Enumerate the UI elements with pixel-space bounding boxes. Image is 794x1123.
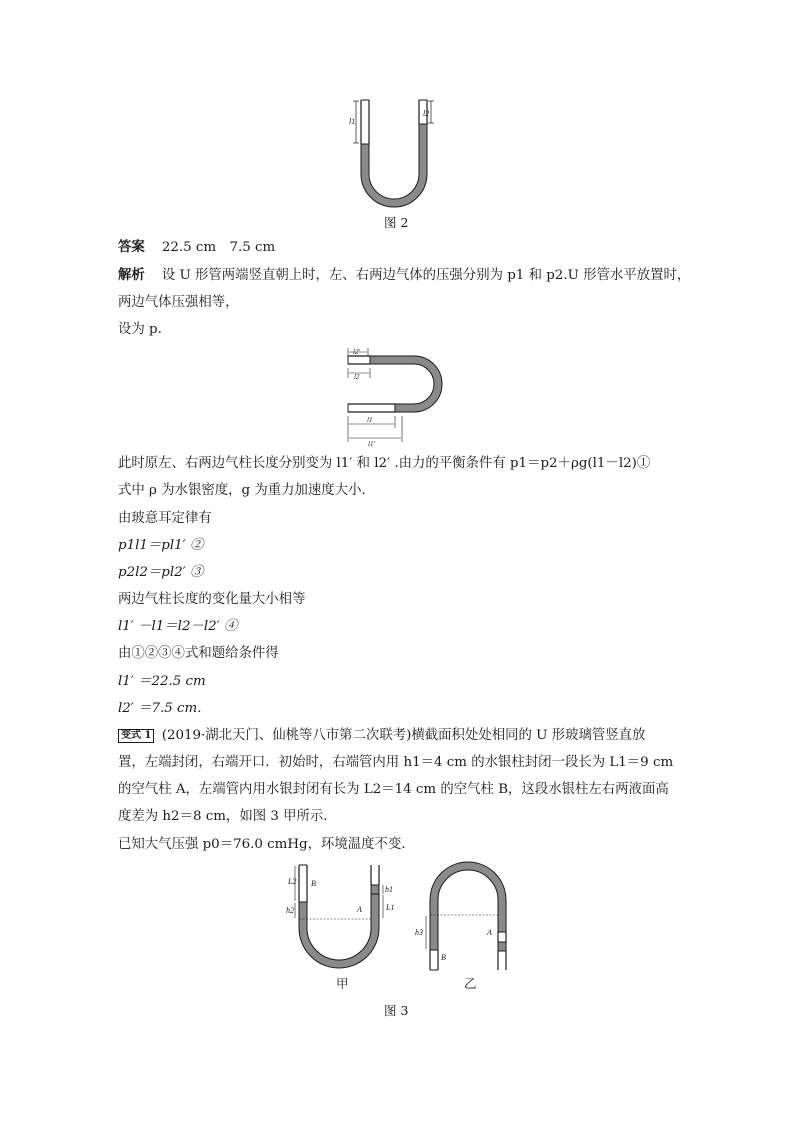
variant-text-1: (2019·湖北天门、仙桃等八市第二次联考)横截面积处处相同的 U 形玻璃管竖直放 xyxy=(161,728,646,743)
derivation-line-4: 两边气柱长度的变化量大小相等 xyxy=(118,592,306,607)
analysis-text-1: 设 U 形管两端竖直朝上时，左、右两边气体的压强分别为 p1 和 p2.U 形管水平放置时， xyxy=(161,268,691,283)
result-1: l1′ ＝22.5 cm xyxy=(118,674,206,689)
answer-label: 答案 xyxy=(118,239,145,255)
derivation-line-5: 由①②③④式和题给条件得 xyxy=(118,646,279,661)
variant-line-2: 置，左端封闭，右端开口．初始时，右端管内用 h1＝4 cm 的水银柱封闭一段长为 L1＝9 cm xyxy=(118,755,674,770)
label-l1-inset: l1 xyxy=(367,416,373,424)
variant-line-4: 度差为 h2＝8 cm，如图 3 甲所示． xyxy=(118,809,337,824)
label-h3: h3 xyxy=(415,928,423,937)
label-l2-prime: l2′ xyxy=(353,348,360,356)
label-l1: l1 xyxy=(349,117,356,126)
label-B-yi: B xyxy=(441,953,446,962)
label-h2: h2 xyxy=(286,906,294,915)
figure-3-caption: 图 3 xyxy=(384,1003,409,1018)
subfigure-yi-label: 乙 xyxy=(464,976,477,991)
label-l2-inset: l2 xyxy=(354,373,360,381)
equation-2: p1l1＝pl1′ ② xyxy=(118,538,204,553)
derivation-line-1: 此时原左、右两边气柱长度分别变为 l1′ 和 l2′ .由力的平衡条件有 p1＝p2＋ρg(l1－l2)① xyxy=(118,456,651,471)
variant-tag: 变式 1 xyxy=(118,729,154,743)
analysis-line-2: 两边气体压强相等， xyxy=(118,295,239,310)
horizontal-u-tube-figure xyxy=(340,344,452,446)
label-L1: L1 xyxy=(386,903,395,912)
label-A-jia: A xyxy=(357,905,362,914)
analysis-line-1 xyxy=(118,266,690,285)
result-2: l2′ ＝7.5 cm. xyxy=(118,701,202,716)
answer-value: 22.5 cm 7.5 cm xyxy=(161,240,276,255)
variant-line-1 xyxy=(118,727,645,745)
equation-3: p2l2＝pl2′ ③ xyxy=(118,565,204,580)
analysis-line-3: 设为 p. xyxy=(118,322,162,337)
figure-2-u-tube xyxy=(350,96,440,206)
label-A-yi: A xyxy=(487,928,492,937)
variant-line-3: 的空气柱 A，左端管内用水银封闭有长为 L2＝14 cm 的空气柱 B，这段水银柱左右两液面高 xyxy=(118,782,669,797)
label-L2: L2 xyxy=(288,877,297,886)
label-l1-prime: l1′ xyxy=(368,440,375,448)
variant-line-5: 已知大气压强 p0＝76.0 cmHg，环境温度不变． xyxy=(118,837,415,852)
figure-2-caption: 图 2 xyxy=(384,215,409,230)
equation-4: l1′ －l1＝l2－l2′ ④ xyxy=(118,619,238,634)
analysis-label: 解析 xyxy=(118,267,145,283)
figure-3 xyxy=(275,860,515,990)
derivation-line-2: 式中 ρ 为水银密度，g 为重力加速度大小. xyxy=(118,483,366,498)
answer-line xyxy=(118,238,275,257)
label-l2: l2 xyxy=(423,109,430,118)
label-h1: h1 xyxy=(385,885,393,894)
derivation-line-3: 由玻意耳定律有 xyxy=(118,511,212,526)
subfigure-jia-label: 甲 xyxy=(336,976,349,991)
label-B-jia: B xyxy=(311,879,316,888)
